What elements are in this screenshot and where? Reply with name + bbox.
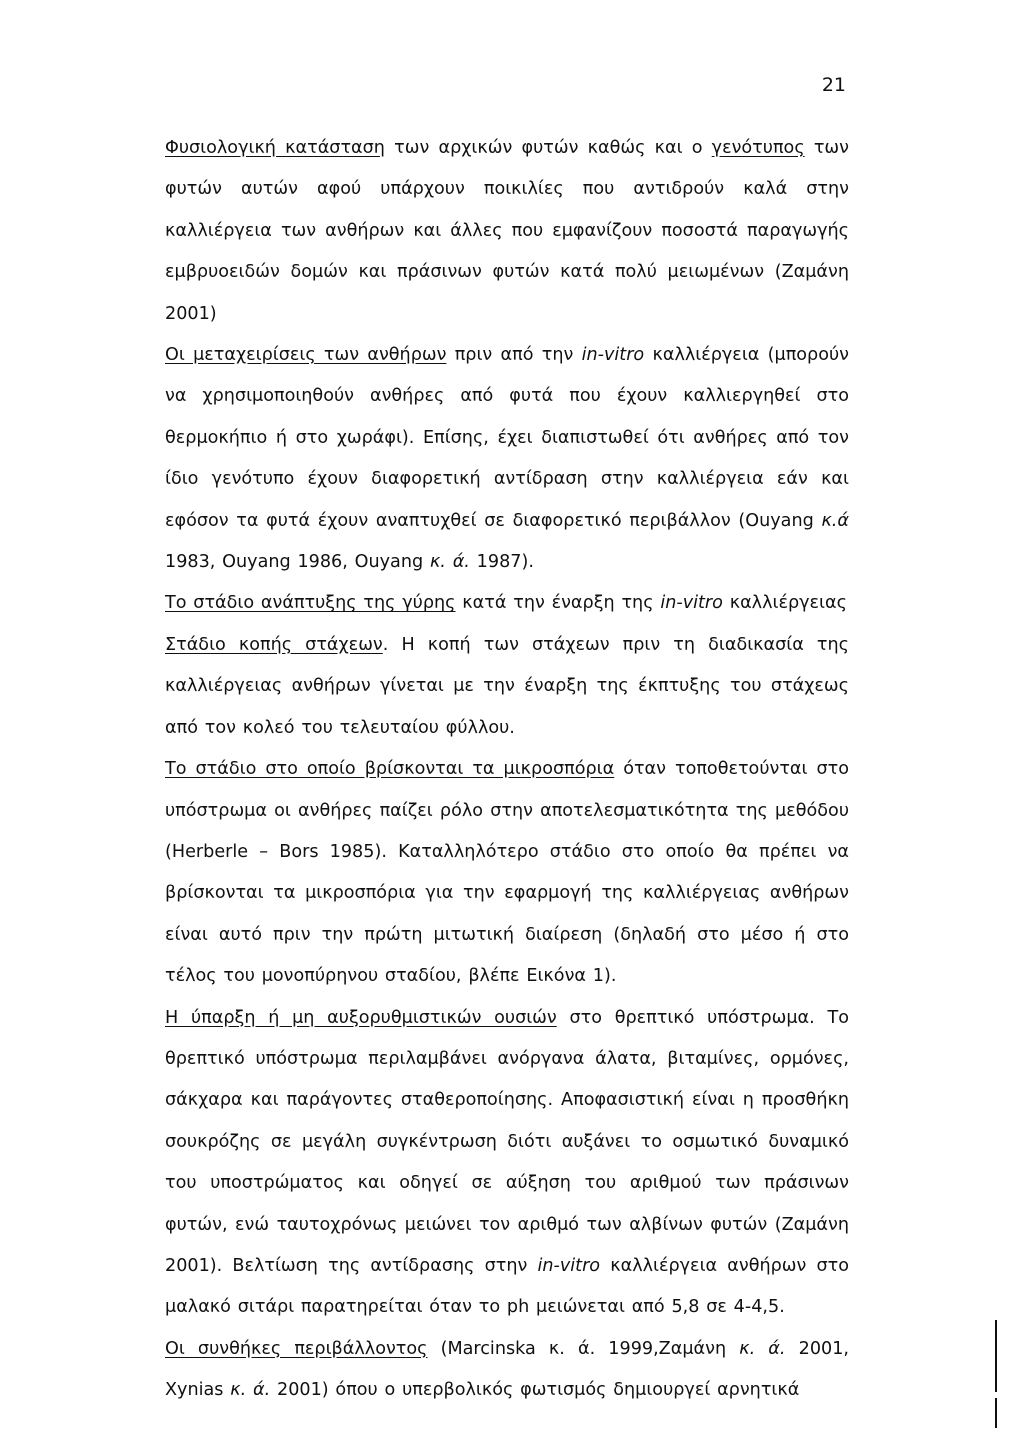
italic-term: κ. ά. — [739, 1338, 786, 1359]
italic-term: κ. ά. — [230, 1380, 271, 1401]
section-heading: Φυσιολογική κατάσταση — [165, 138, 385, 158]
paragraph-environment — [165, 1329, 849, 1412]
paragraph-text: 1987). — [469, 552, 534, 573]
section-heading: Η ύπαρξη ή μη αυξορυθμιστικών ουσιών — [165, 1007, 557, 1028]
paragraph-text: 1983, Ouyang 1986, Ouyang — [165, 552, 430, 573]
scan-edge-mark — [995, 1320, 997, 1392]
page-body — [165, 128, 849, 1412]
italic-term: κ.ά — [821, 510, 849, 531]
paragraph-text: καλλιέργειας — [722, 593, 847, 614]
italic-term: in-vitro — [660, 593, 723, 614]
italic-term: in-vitro — [537, 1255, 601, 1276]
paragraph-text: των αρχικών φυτών καθώς και ο — [384, 138, 712, 158]
paragraph-text: όταν τοποθετούνται στο υπόστρωμα οι ανθήρες παίζει ρόλο στην αποτελεσματικότητα της μεθόδου (Herberle – Bors 1985). Καταλληλότερο στάδιο στο οποίο θα πρέπει να βρίσκονται τα μικροσπόρια για την εφαρμογή της καλλιέργειας ανθήρων είναι αυτό πριν την πρώτη μιτωτική διαίρεση (δηλαδή στο μέσο ή στο τέλος του μονοπύρηνου σταδίου, βλέπε Εικόνα 1). — [165, 759, 849, 987]
scan-edge-mark — [995, 1398, 997, 1428]
section-heading: Οι μεταχειρίσεις των ανθήρων — [165, 345, 447, 366]
paragraph-growth-regulators — [165, 998, 849, 1329]
paragraph-physiological-state — [165, 128, 849, 335]
paragraph-text: (Marcinska κ. ά. 1999,Ζαμάνη — [427, 1338, 740, 1359]
paragraph-text: καλλιέργεια ανθήρων στο μαλακό σιτάρι παρατηρείται όταν το ph μειώνεται από 5,8 σε 4-4,5. — [165, 1255, 849, 1318]
paragraph-text: πριν από την — [446, 345, 582, 366]
paragraph-text: κατά την έναρξη της — [455, 593, 661, 614]
section-heading: Οι συνθήκες περιβάλλοντος — [165, 1338, 428, 1359]
paragraph-spike-cutting — [165, 625, 849, 749]
section-heading: Το στάδιο ανάπτυξης της γύρης — [165, 593, 456, 614]
paragraph-text: 2001, Xynias — [165, 1338, 849, 1401]
paragraph-text: στο θρεπτικό υπόστρωμα. Το θρεπτικό υπόστρωμα περιλαμβάνει ανόργανα άλατα, βιταμίνες, ορμόνες, σάκχαρα και παράγοντες σταθεροποίησης. Αποφασιστική είναι η προσθήκη σουκρόζης σε μεγάλη συγκέντρωση διότι αυξάνει το οσμωτικό δυναμικό του υποστρώματος και οδηγεί σε αύξηση του αριθμού των πράσινων φυτών, ενώ ταυτοχρόνως μειώνει τον αριθμό των αλβίνων φυτών (Ζαμάνη 2001). Βελτίωση της αντίδρασης στην — [165, 1007, 849, 1276]
page-number: 21 — [821, 74, 846, 96]
paragraph-text: . Η κοπή των στάχεων πριν τη διαδικασία της καλλιέργειας ανθήρων γίνεται με την έναρξη της έκπτυξης του στάχεως από τον κολεό του τελευταίου φύλλου. — [165, 634, 849, 738]
underlined-term: γενότυπος — [711, 138, 805, 158]
paragraph-microspore-stage — [165, 749, 849, 997]
paragraph-anther-treatments — [165, 335, 849, 583]
section-heading: Στάδιο κοπής στάχεων — [165, 634, 383, 655]
section-heading: Το στάδιο στο οποίο βρίσκονται τα μικροσπόρια — [165, 759, 615, 780]
italic-term: κ. ά. — [429, 552, 470, 573]
italic-term: in-vitro — [581, 345, 645, 366]
paragraph-pollen-stage — [165, 583, 849, 624]
paragraph-text: 2001) όπου ο υπερβολικός φωτισμός δημιουργεί αρνητικά — [270, 1380, 800, 1401]
paragraph-text: των φυτών αυτών αφού υπάρχουν ποικιλίες που αντιδρούν καλά στην καλλιέργεια των ανθήρων και άλλες που εμφανίζουν ποσοστά παραγωγής εμβρυοειδών δομών και πράσινων φυτών κατά πολύ μειωμένων (Ζαμάνη 2001) — [165, 138, 849, 324]
paragraph-text: καλλιέργεια (μπορούν να χρησιμοποιηθούν ανθήρες από φυτά που έχουν καλλιεργηθεί στο θερμοκήπιο ή στο χωράφι). Επίσης, έχει διαπιστωθεί ότι ανθήρες από τον ίδιο γενότυπο έχουν διαφορετική αντίδραση στην καλλιέργεια εάν και εφόσον τα φυτά έχουν αναπτυχθεί σε διαφορετικό περιβάλλον (Ouyang — [165, 345, 849, 531]
